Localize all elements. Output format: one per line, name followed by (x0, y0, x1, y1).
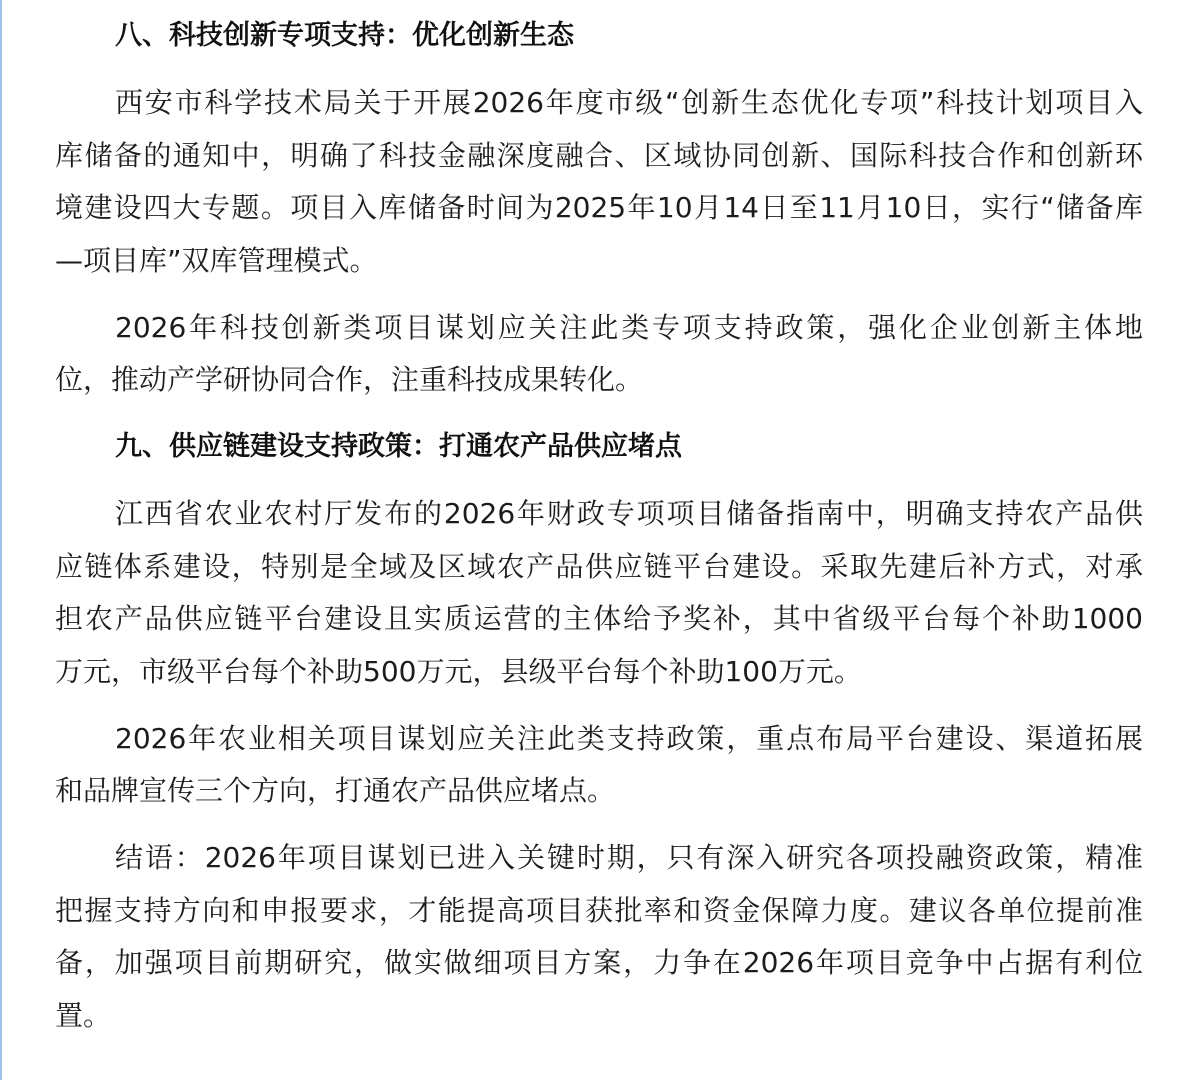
section-heading (55, 10, 1143, 63)
heading-text: 九、供应链建设支持政策：打通农产品供应堵点 (115, 431, 682, 462)
paragraph-line: —项目库”双库管理模式。 (55, 243, 378, 277)
paragraph-line: 和品牌宣传三个方向，打通农产品供应堵点。 (55, 774, 616, 807)
paragraph-line: 2026年科技创新类项目谋划应关注此类专项支持政策，强化企业创新主体地 (115, 310, 1143, 344)
paragraph-line: 结语：2026年项目谋划已进入关键时期，只有深入研究各项投融资政策，精准 (115, 841, 1143, 874)
paragraph-line: 万元，市级平台每个补助500万元，县级平台每个补助100万元。 (55, 654, 862, 688)
paragraph (55, 302, 1143, 407)
section-heading (55, 421, 1143, 474)
paragraph-line: 西安市科学技术局关于开展2026年度市级“创新生态优化专项”科技计划项目入 (115, 86, 1143, 119)
document-body (55, 10, 1143, 1057)
paragraph (55, 77, 1143, 287)
paragraph-line: 把握支持方向和申报要求，才能提高项目获批率和资金保障力度。建议各单位提前准 (55, 893, 1143, 927)
heading-text: 八、科技创新专项支持：优化创新生态 (115, 20, 574, 51)
paragraph-line: 江西省农业农村厅发布的2026年财政专项项目储备指南中，明确支持农产品供 (115, 497, 1143, 530)
paragraph (55, 832, 1143, 1042)
paragraph-line: 备，加强项目前期研究，做实做细项目方案，力争在2026年项目竞争中占据有利位 (55, 946, 1143, 979)
paragraph (55, 488, 1143, 698)
left-border (0, 0, 2, 1080)
paragraph-line: 应链体系建设，特别是全域及区域农产品供应链平台建设。采取先建后补方式，对承 (55, 549, 1143, 583)
paragraph-line: 置。 (55, 998, 112, 1032)
paragraph-line: 担农产品供应链平台建设且实质运营的主体给予奖补，其中省级平台每个补助1000 (55, 602, 1143, 635)
paragraph-line: 境建设四大专题。项目入库储备时间为2025年10月14日至11月10日，实行“储备库 (55, 191, 1143, 224)
paragraph-line: 2026年农业相关项目谋划应关注此类支持政策，重点布局平台建设、渠道拓展 (115, 721, 1143, 755)
paragraph (55, 713, 1143, 818)
paragraph-line: 位，推动产学研协同合作，注重科技成果转化。 (55, 363, 644, 396)
paragraph-line: 库储备的通知中，明确了科技金融深度融合、区域协同创新、国际科技合作和创新环 (55, 138, 1143, 172)
